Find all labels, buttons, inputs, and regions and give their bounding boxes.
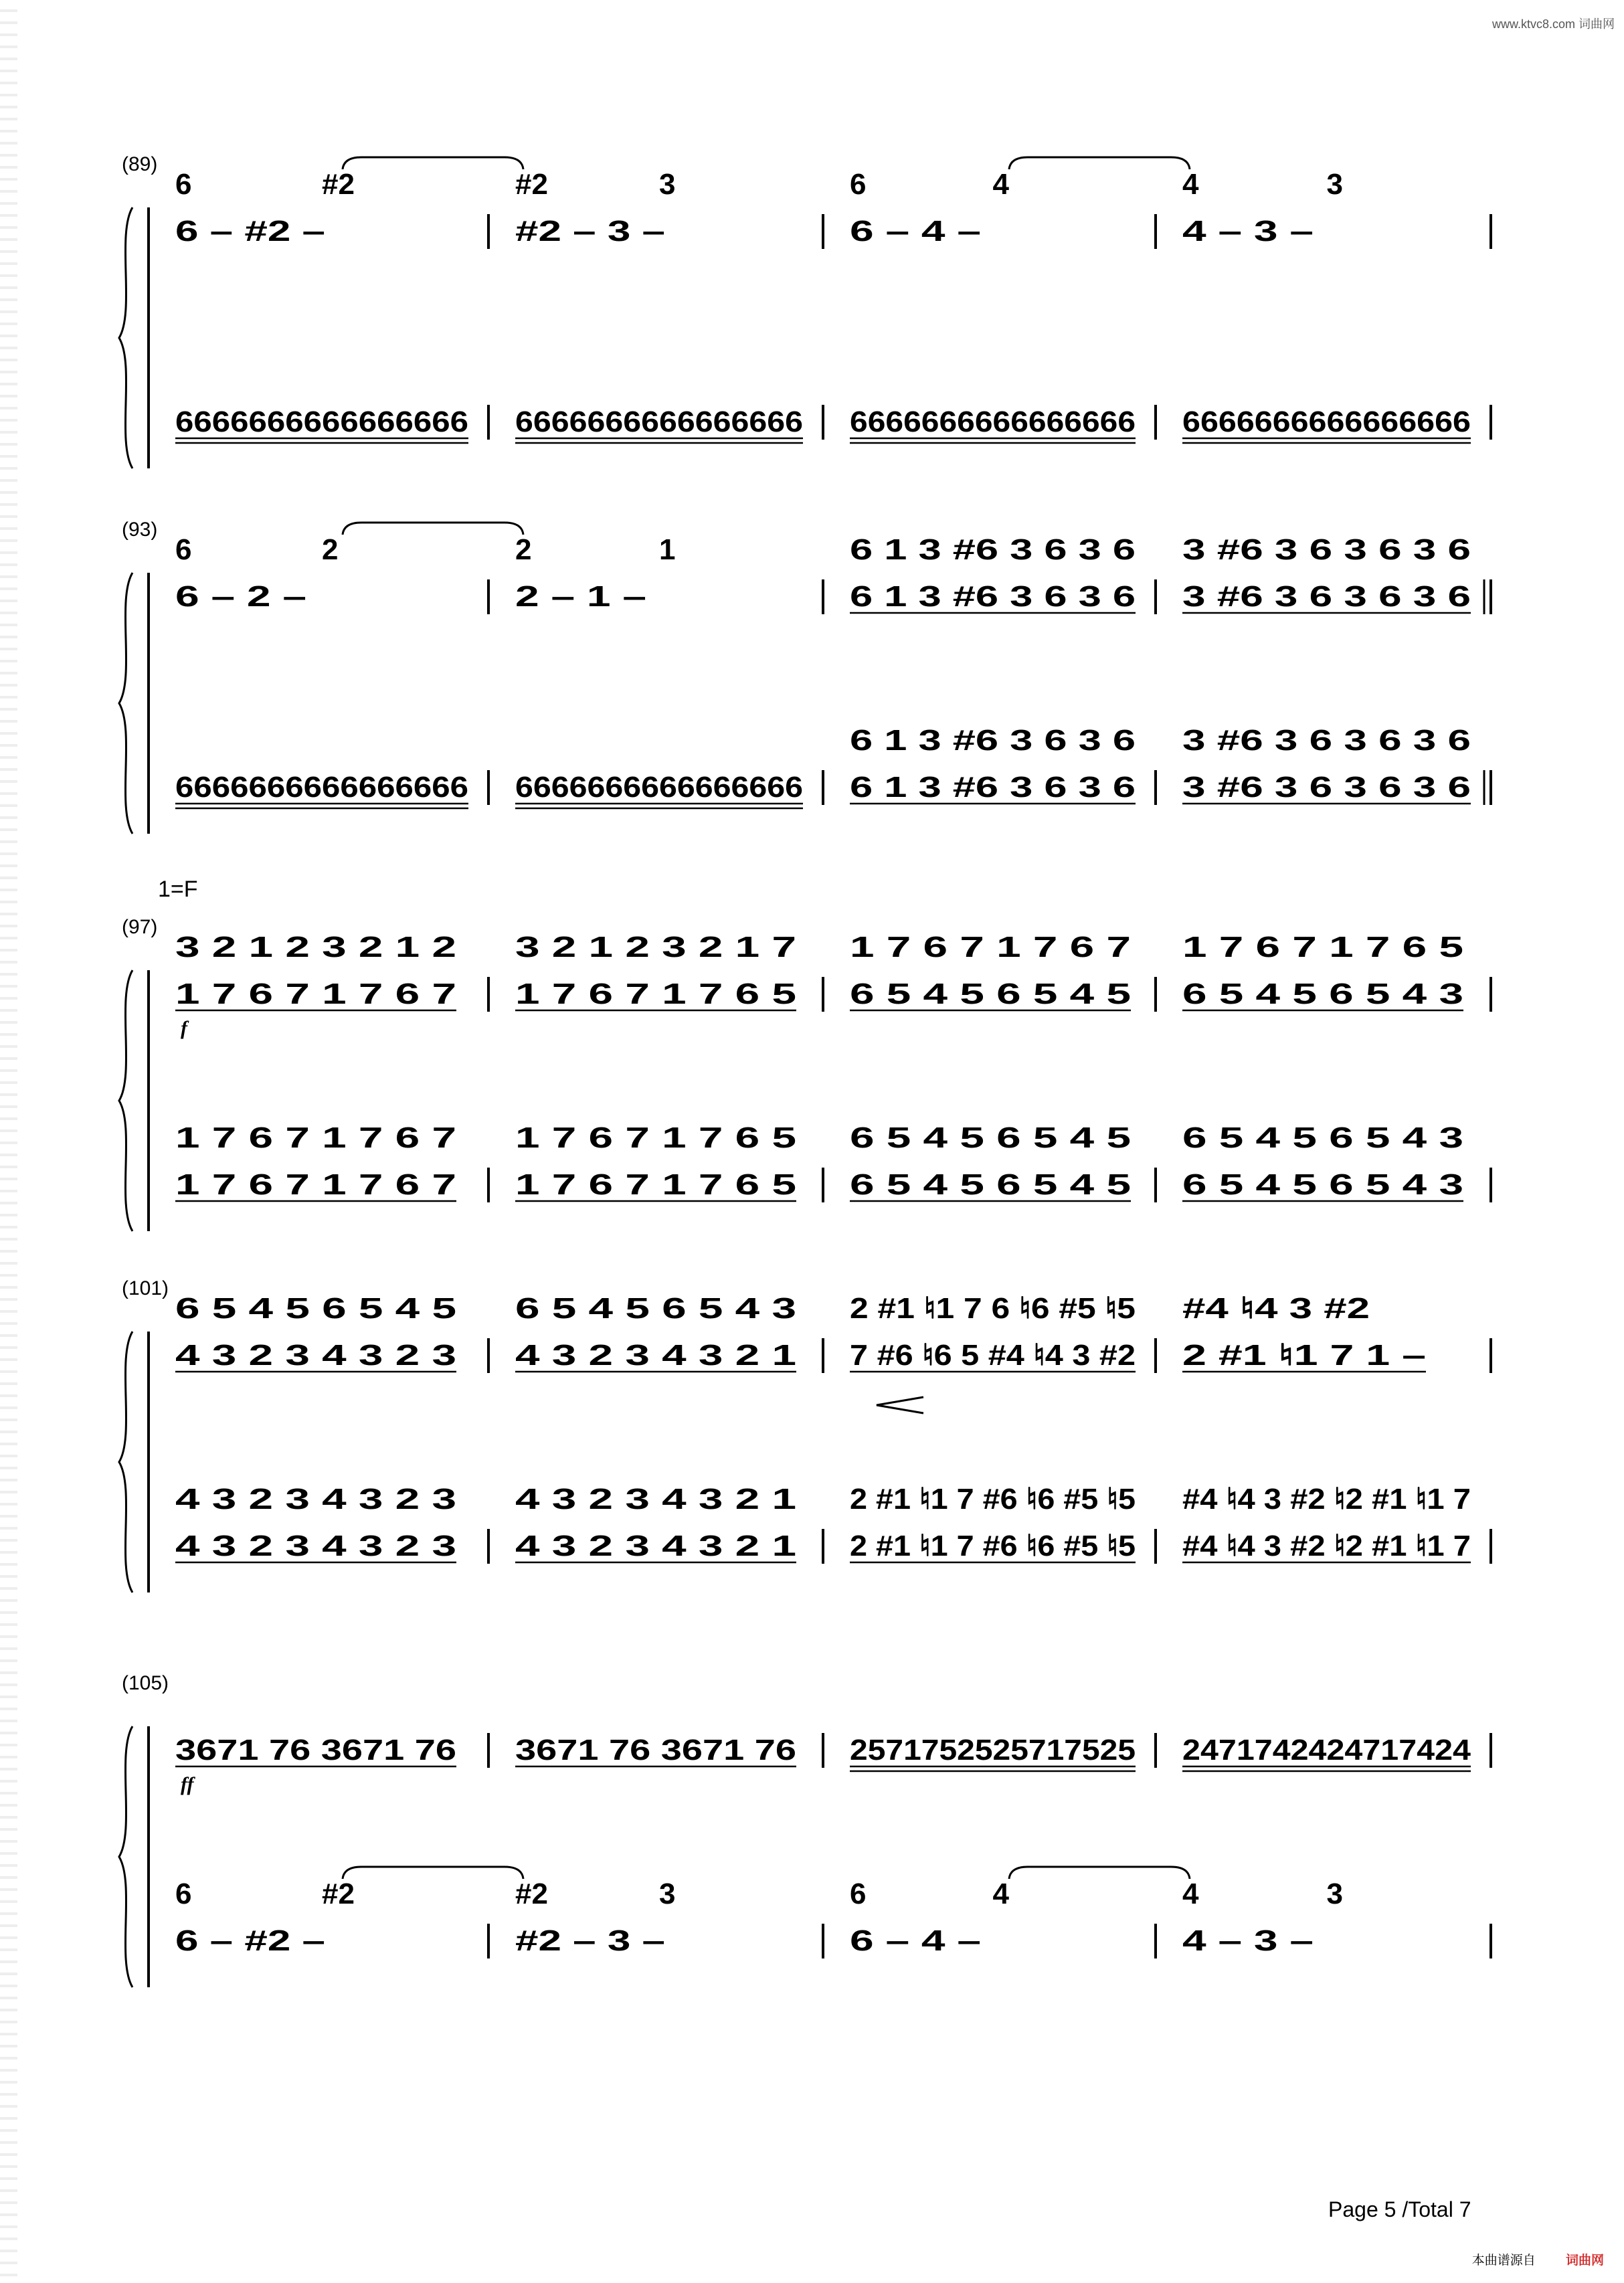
lh-upper-voice: 6 5 4 5 6 5 4 5 <box>850 1121 1131 1154</box>
rh-upper-voice: 6 5 4 5 6 5 4 5 <box>175 1292 456 1325</box>
rh-upper-voice: 2 <box>322 533 339 566</box>
rh-main-voice: 4 – 3 – <box>1182 215 1314 248</box>
rh-main-voice: 2471742424717424 <box>1182 1734 1471 1766</box>
rh-upper-voice: 3 2 1 2 3 2 1 7 <box>515 931 796 964</box>
page-footer <box>1472 2250 1604 2268</box>
lh-upper-voice: #4 ♮4 3 #2 ♮2 #1 ♮1 7 <box>1182 1483 1471 1516</box>
rh-main-voice: 6 5 4 5 6 5 4 3 <box>1182 978 1463 1010</box>
rh-upper-voice: 6 <box>175 168 192 201</box>
rh-upper-voice: 3 <box>659 168 676 201</box>
rh-upper-voice: 6 1 3 #6 3 6 3 6 <box>850 533 1136 566</box>
slur <box>343 1867 523 1879</box>
lh-upper-voice: 3 <box>659 1878 676 1910</box>
lh-upper-voice: 3 <box>1326 1878 1343 1910</box>
rh-main-voice: 2571752525717525 <box>850 1734 1136 1766</box>
rh-upper-voice: 3 #6 3 6 3 6 3 6 <box>1182 533 1471 566</box>
rh-main-voice: 4 3 2 3 4 3 2 3 <box>175 1339 456 1372</box>
rh-upper-voice: 1 7 6 7 1 7 6 5 <box>1182 931 1463 964</box>
lh-upper-voice: 4 3 2 3 4 3 2 1 <box>515 1483 796 1516</box>
lh-upper-voice: 3 #6 3 6 3 6 3 6 <box>1182 724 1471 757</box>
key-signature-change: 1=F <box>158 877 198 902</box>
lh-main-voice: 6 5 4 5 6 5 4 3 <box>1182 1168 1463 1201</box>
rh-upper-voice: 2 #1 ♮1 7 6 ♮6 #5 ♮5 <box>850 1292 1136 1325</box>
rh-upper-voice: 6 <box>175 533 192 566</box>
site-header-text: www.ktvc8.com 词曲网 <box>1492 17 1615 31</box>
lh-upper-voice: 1 7 6 7 1 7 6 5 <box>515 1121 796 1154</box>
rh-main-voice: 3671 76 3671 76 <box>175 1734 456 1766</box>
rh-upper-voice: 4 <box>992 168 1009 201</box>
rh-upper-voice: #2 <box>515 168 548 201</box>
crescendo-hairpin <box>877 1397 923 1413</box>
footer-brand: 词曲网 <box>1565 2254 1604 2268</box>
lh-upper-voice: 2 #1 ♮1 7 #6 ♮6 #5 ♮5 <box>850 1483 1136 1516</box>
rh-main-voice: 2 – 1 – <box>515 580 646 613</box>
slur <box>1009 157 1190 169</box>
lh-main-voice: 4 3 2 3 4 3 2 3 <box>175 1530 456 1562</box>
lh-upper-voice: #2 <box>322 1878 355 1910</box>
lh-main-voice: 6666666666666666 <box>175 405 468 438</box>
rh-main-voice: 3671 76 3671 76 <box>515 1734 796 1766</box>
lh-main-voice: 6666666666666666 <box>1182 405 1471 438</box>
rh-main-voice: #2 – 3 – <box>515 215 665 248</box>
rh-main-voice: 6 – #2 – <box>175 215 325 248</box>
rh-main-voice: 6 – 4 – <box>850 215 981 248</box>
page-number: Page 5 /Total 7 <box>1328 2197 1471 2221</box>
measure-number: (89) <box>122 153 158 175</box>
rh-main-voice: 6 5 4 5 6 5 4 5 <box>850 978 1131 1010</box>
lh-main-voice: #2 – 3 – <box>515 1924 665 1957</box>
lh-main-voice: 4 3 2 3 4 3 2 1 <box>515 1530 796 1562</box>
dynamic-marking: ff <box>181 1773 194 1795</box>
lh-main-voice: 6666666666666666 <box>515 771 803 804</box>
lh-upper-voice: 4 <box>1182 1878 1199 1910</box>
lh-main-voice: 6 5 4 5 6 5 4 5 <box>850 1168 1131 1201</box>
lh-upper-voice: 6 1 3 #6 3 6 3 6 <box>850 724 1136 757</box>
lh-main-voice: 6666666666666666 <box>850 405 1136 438</box>
measure-number: (97) <box>122 916 158 938</box>
lh-main-voice: #4 ♮4 3 #2 ♮2 #1 ♮1 7 <box>1182 1530 1471 1562</box>
lh-upper-voice: 1 7 6 7 1 7 6 7 <box>175 1121 456 1154</box>
slur <box>1009 1867 1190 1879</box>
lh-upper-voice: 6 <box>850 1878 867 1910</box>
rh-upper-voice: #4 ♮4 3 #2 <box>1182 1292 1370 1325</box>
rh-main-voice: 7 #6 ♮6 5 #4 ♮4 3 #2 <box>850 1339 1136 1372</box>
rh-upper-voice: 1 7 6 7 1 7 6 7 <box>850 931 1131 964</box>
measure-number: (93) <box>122 519 158 541</box>
rh-upper-voice: #2 <box>322 168 355 201</box>
lh-main-voice: 6 1 3 #6 3 6 3 6 <box>850 771 1136 804</box>
rh-upper-voice: 3 <box>1326 168 1343 201</box>
slur <box>343 523 523 535</box>
lh-upper-voice: 4 <box>992 1878 1009 1910</box>
rh-main-voice: 2 #1 ♮1 7 1 – <box>1182 1339 1426 1372</box>
lh-main-voice: 1 7 6 7 1 7 6 7 <box>175 1168 456 1201</box>
lh-main-voice: 4 – 3 – <box>1182 1924 1314 1957</box>
rh-main-voice: 6 – 2 – <box>175 580 306 613</box>
measure-number: (105) <box>122 1672 169 1694</box>
footer-source-note: 本曲谱源自 <box>1471 2254 1536 2268</box>
dynamic-marking: f <box>181 1017 187 1039</box>
slur <box>343 157 523 169</box>
grand-staff-brace <box>119 1332 132 1592</box>
lh-upper-voice: 6 5 4 5 6 5 4 3 <box>1182 1121 1463 1154</box>
rh-main-voice: 4 3 2 3 4 3 2 1 <box>515 1339 796 1372</box>
grand-staff-brace <box>119 1726 132 1987</box>
lh-main-voice: 3 #6 3 6 3 6 3 6 <box>1182 771 1471 804</box>
rh-upper-voice: 4 <box>1182 168 1199 201</box>
rh-main-voice: 1 7 6 7 1 7 6 7 <box>175 978 456 1010</box>
grand-staff-brace <box>119 970 132 1231</box>
rh-main-voice: 1 7 6 7 1 7 6 5 <box>515 978 796 1010</box>
grand-staff-brace <box>119 573 132 834</box>
rh-upper-voice: 3 2 1 2 3 2 1 2 <box>175 931 456 964</box>
lh-upper-voice: #2 <box>515 1878 548 1910</box>
rh-main-voice: 3 #6 3 6 3 6 3 6 <box>1182 580 1471 613</box>
lh-main-voice: 6666666666666666 <box>515 405 803 438</box>
lh-main-voice: 1 7 6 7 1 7 6 5 <box>515 1168 796 1201</box>
lh-main-voice: 6 – 4 – <box>850 1924 981 1957</box>
rh-upper-voice: 1 <box>659 533 676 566</box>
rh-upper-voice: 6 5 4 5 6 5 4 3 <box>515 1292 796 1325</box>
lh-main-voice: 2 #1 ♮1 7 #6 ♮6 #5 ♮5 <box>850 1530 1136 1562</box>
lh-main-voice: 6 – #2 – <box>175 1924 325 1957</box>
rh-upper-voice: 6 <box>850 168 867 201</box>
rh-upper-voice: 2 <box>515 533 532 566</box>
lh-upper-voice: 4 3 2 3 4 3 2 3 <box>175 1483 456 1516</box>
grand-staff-brace <box>119 207 132 468</box>
lh-upper-voice: 6 <box>175 1878 192 1910</box>
lh-main-voice: 6666666666666666 <box>175 771 468 804</box>
measure-number: (101) <box>122 1277 169 1299</box>
rh-main-voice: 6 1 3 #6 3 6 3 6 <box>850 580 1136 613</box>
